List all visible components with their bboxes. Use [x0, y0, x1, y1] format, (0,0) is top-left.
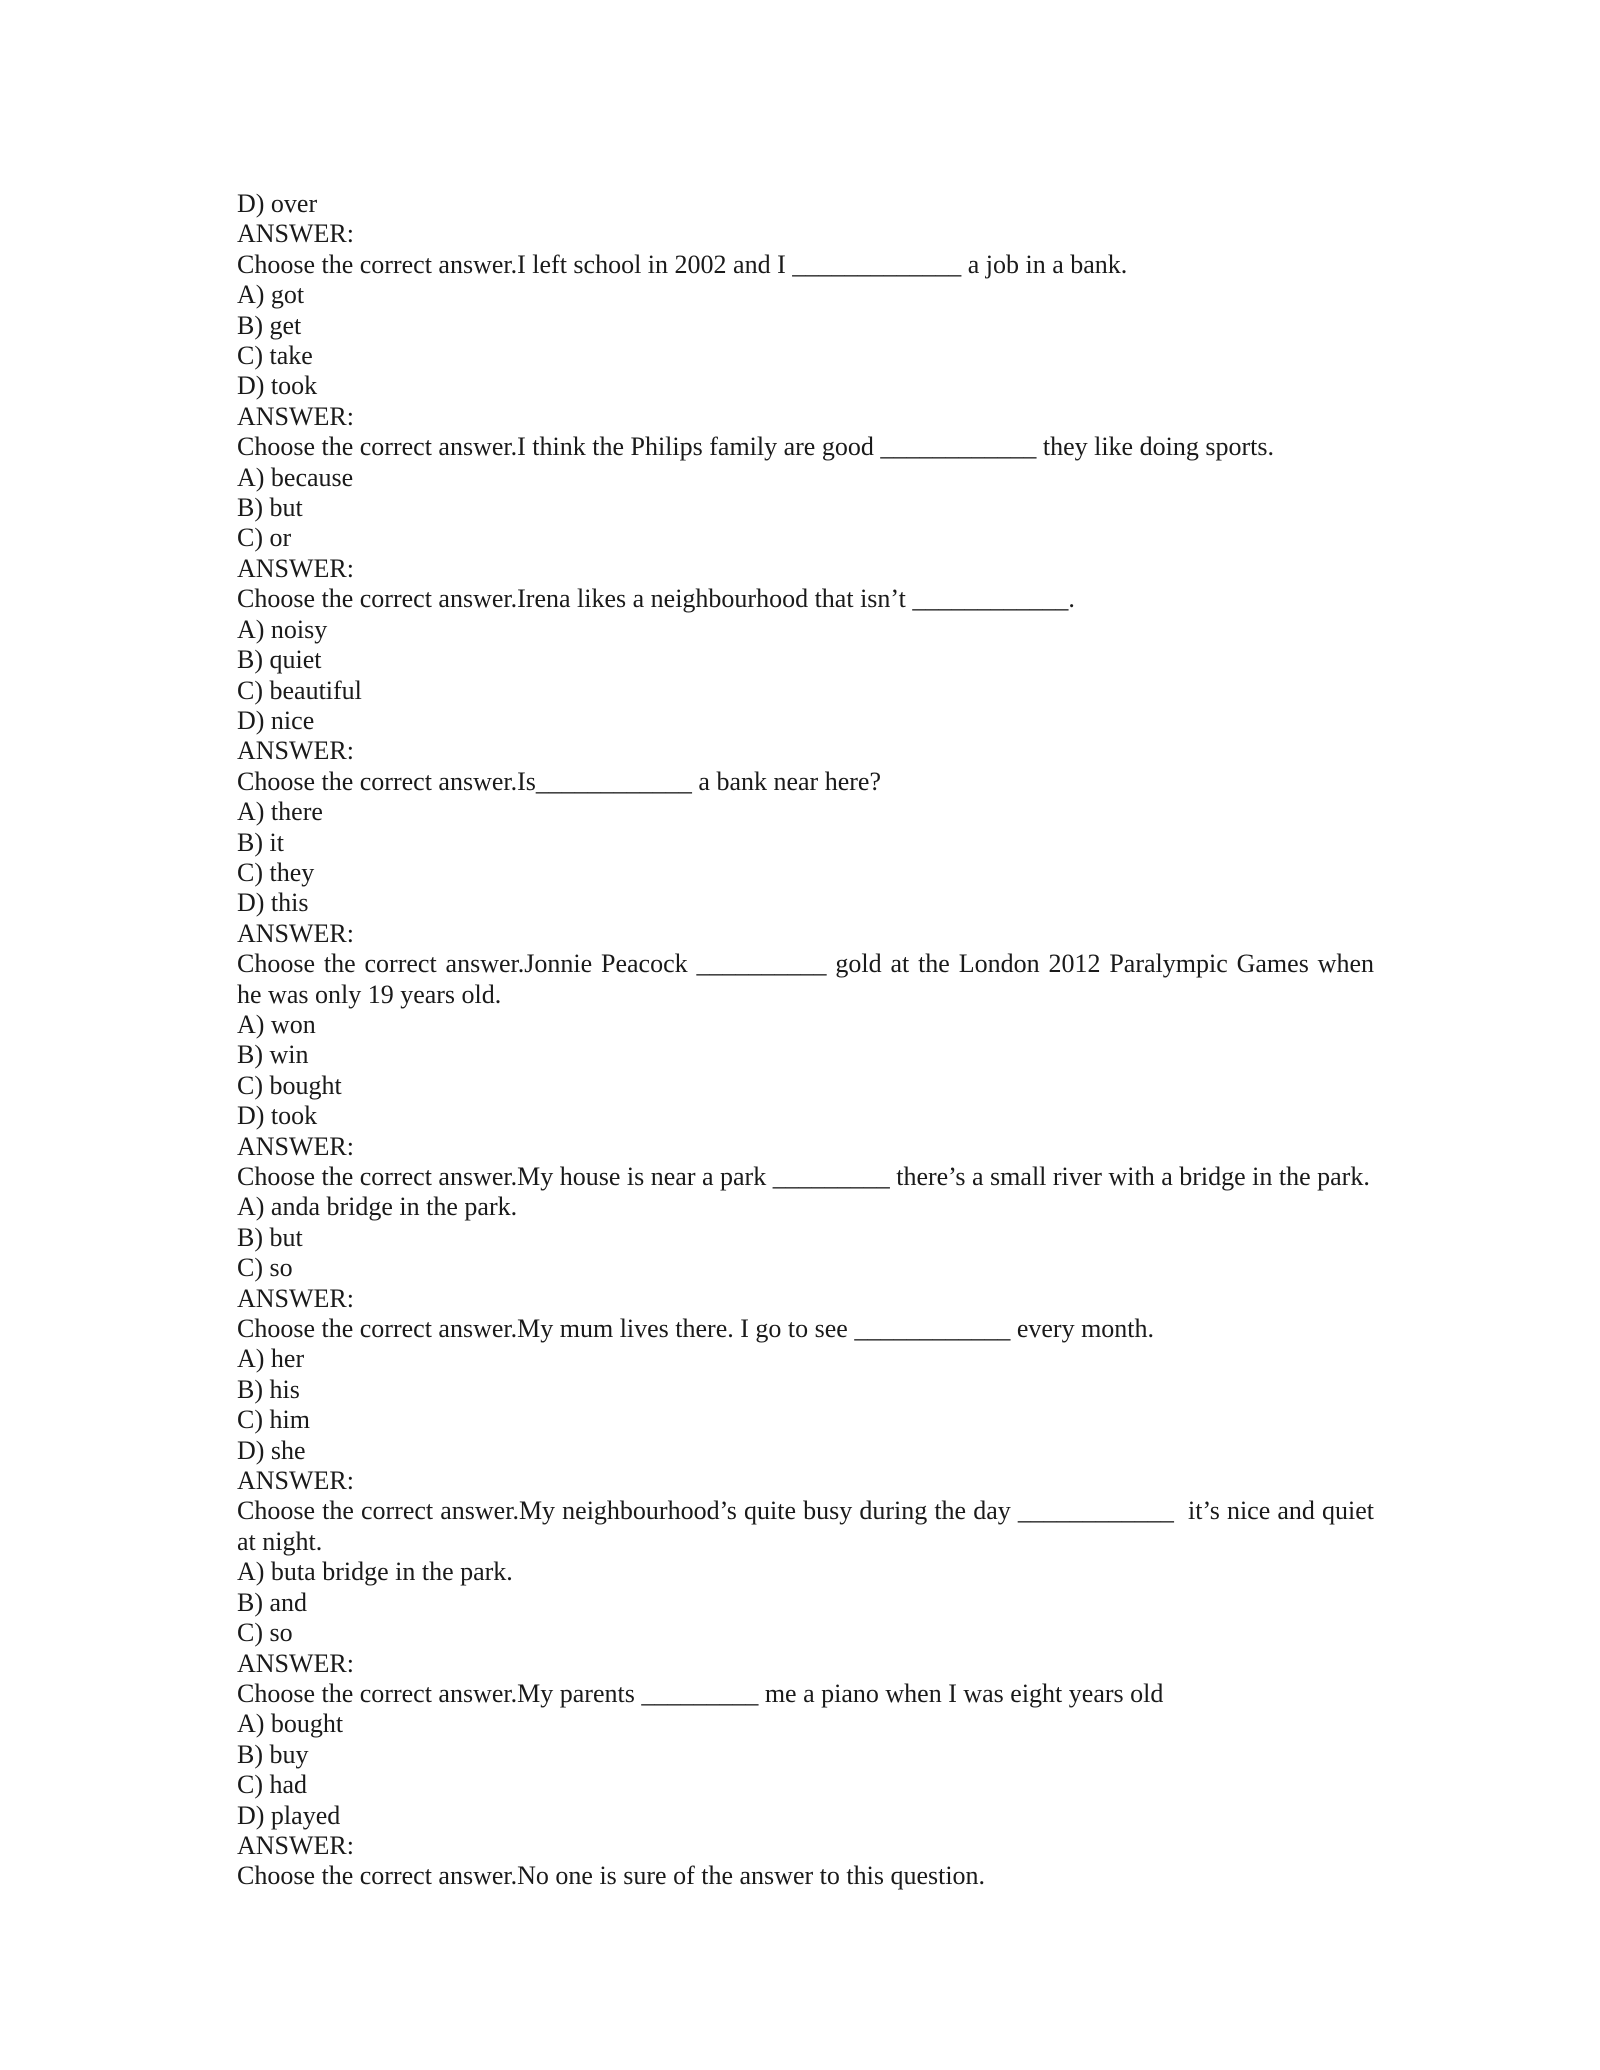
question-block: [237, 767, 1374, 949]
option-line: D) nice: [237, 705, 315, 735]
option-line: C) so: [237, 1253, 293, 1283]
option-line: C) so: [237, 1618, 293, 1648]
option-line: A) because: [237, 462, 354, 492]
option-line: A) her: [237, 1344, 305, 1374]
answer-label: ANSWER:: [237, 918, 354, 948]
option-line: A) got: [237, 280, 305, 310]
document-page: [237, 189, 1381, 1892]
answer-label: ANSWER:: [237, 1466, 354, 1496]
answer-label: ANSWER:: [237, 1648, 354, 1678]
option-line: D) she: [237, 1435, 306, 1465]
question-block: [237, 250, 1374, 432]
question-block: [237, 432, 1374, 584]
option-line: A) buta bridge in the park.: [237, 1557, 513, 1587]
question-prompt: Choose the correct answer.My house is near a park _________ there’s a small river with a bridge in the park.: [237, 1162, 1370, 1191]
option-line: B) but: [237, 1222, 303, 1252]
answer-label: ANSWER:: [237, 553, 354, 583]
option-line: A) bought: [237, 1709, 344, 1739]
answer-label: ANSWER:: [237, 1131, 354, 1161]
option-line: B) quiet: [237, 645, 322, 675]
option-line: D) played: [237, 1800, 341, 1830]
answer-label: ANSWER:: [237, 1283, 354, 1313]
option-line: C) or: [237, 523, 292, 553]
answer-label: ANSWER:: [237, 219, 354, 249]
question-block: [237, 1314, 1374, 1496]
question-block: [237, 949, 1381, 1162]
option-line: C) bought: [237, 1070, 342, 1100]
option-line: C) him: [237, 1405, 310, 1435]
option-line: C) take: [237, 341, 313, 371]
preamble: [237, 189, 1374, 250]
option-line: B) his: [237, 1374, 300, 1404]
question-prompt: Choose the correct answer.Jonnie Peacock __________ gold at the London 2012 Paralympic Games when he was only 19 years old.: [237, 949, 1381, 1009]
question-prompt: Choose the correct answer.My mum lives there. I go to see ____________ every month.: [237, 1314, 1155, 1344]
option-line: D) took: [237, 371, 318, 401]
option-line: B) buy: [237, 1739, 309, 1769]
question-prompt: Choose the correct answer.My neighbourhood’s quite busy during the day ____________ it’s nice and quiet at night.: [237, 1496, 1381, 1556]
answer-label: ANSWER:: [237, 401, 354, 431]
answer-label: ANSWER:: [237, 736, 354, 766]
option-line: A) anda bridge in the park.: [237, 1192, 518, 1222]
option-line: A) noisy: [237, 614, 328, 644]
question-prompt: Choose the correct answer.My parents _________ me a piano when I was eight years old: [237, 1678, 1164, 1708]
option-line: D) over: [237, 189, 318, 218]
question-prompt: Choose the correct answer.I think the Philips family are good ____________ they like doing sports.: [237, 432, 1274, 462]
question-prompt: Choose the correct answer.Irena likes a neighbourhood that isn’t ____________.: [237, 584, 1075, 614]
question-list: [237, 249, 1381, 1862]
option-line: A) there: [237, 797, 323, 827]
option-line: A) won: [237, 1009, 316, 1039]
question-prompt: Choose the correct answer.I left school in 2002 and I _____________ a job in a bank.: [237, 249, 1128, 279]
option-line: D) took: [237, 1101, 318, 1131]
option-line: C) they: [237, 857, 315, 887]
option-line: D) this: [237, 888, 309, 918]
question-block: [237, 1496, 1381, 1678]
answer-label: ANSWER:: [237, 1830, 354, 1860]
question-prompt: Choose the correct answer.Is____________ a bank near here?: [237, 766, 881, 796]
option-line: C) had: [237, 1770, 308, 1800]
question-block: [237, 1162, 1374, 1314]
option-line: B) get: [237, 310, 302, 340]
question-block: [237, 1679, 1374, 1861]
option-line: C) beautiful: [237, 675, 362, 705]
option-line: B) and: [237, 1587, 308, 1617]
option-line: B) it: [237, 827, 284, 857]
option-line: B) win: [237, 1040, 309, 1070]
question-block: [237, 584, 1374, 766]
question-prompt-final: Choose the correct answer.No one is sure of the answer to this question.: [237, 1861, 986, 1891]
option-line: B) but: [237, 493, 303, 523]
